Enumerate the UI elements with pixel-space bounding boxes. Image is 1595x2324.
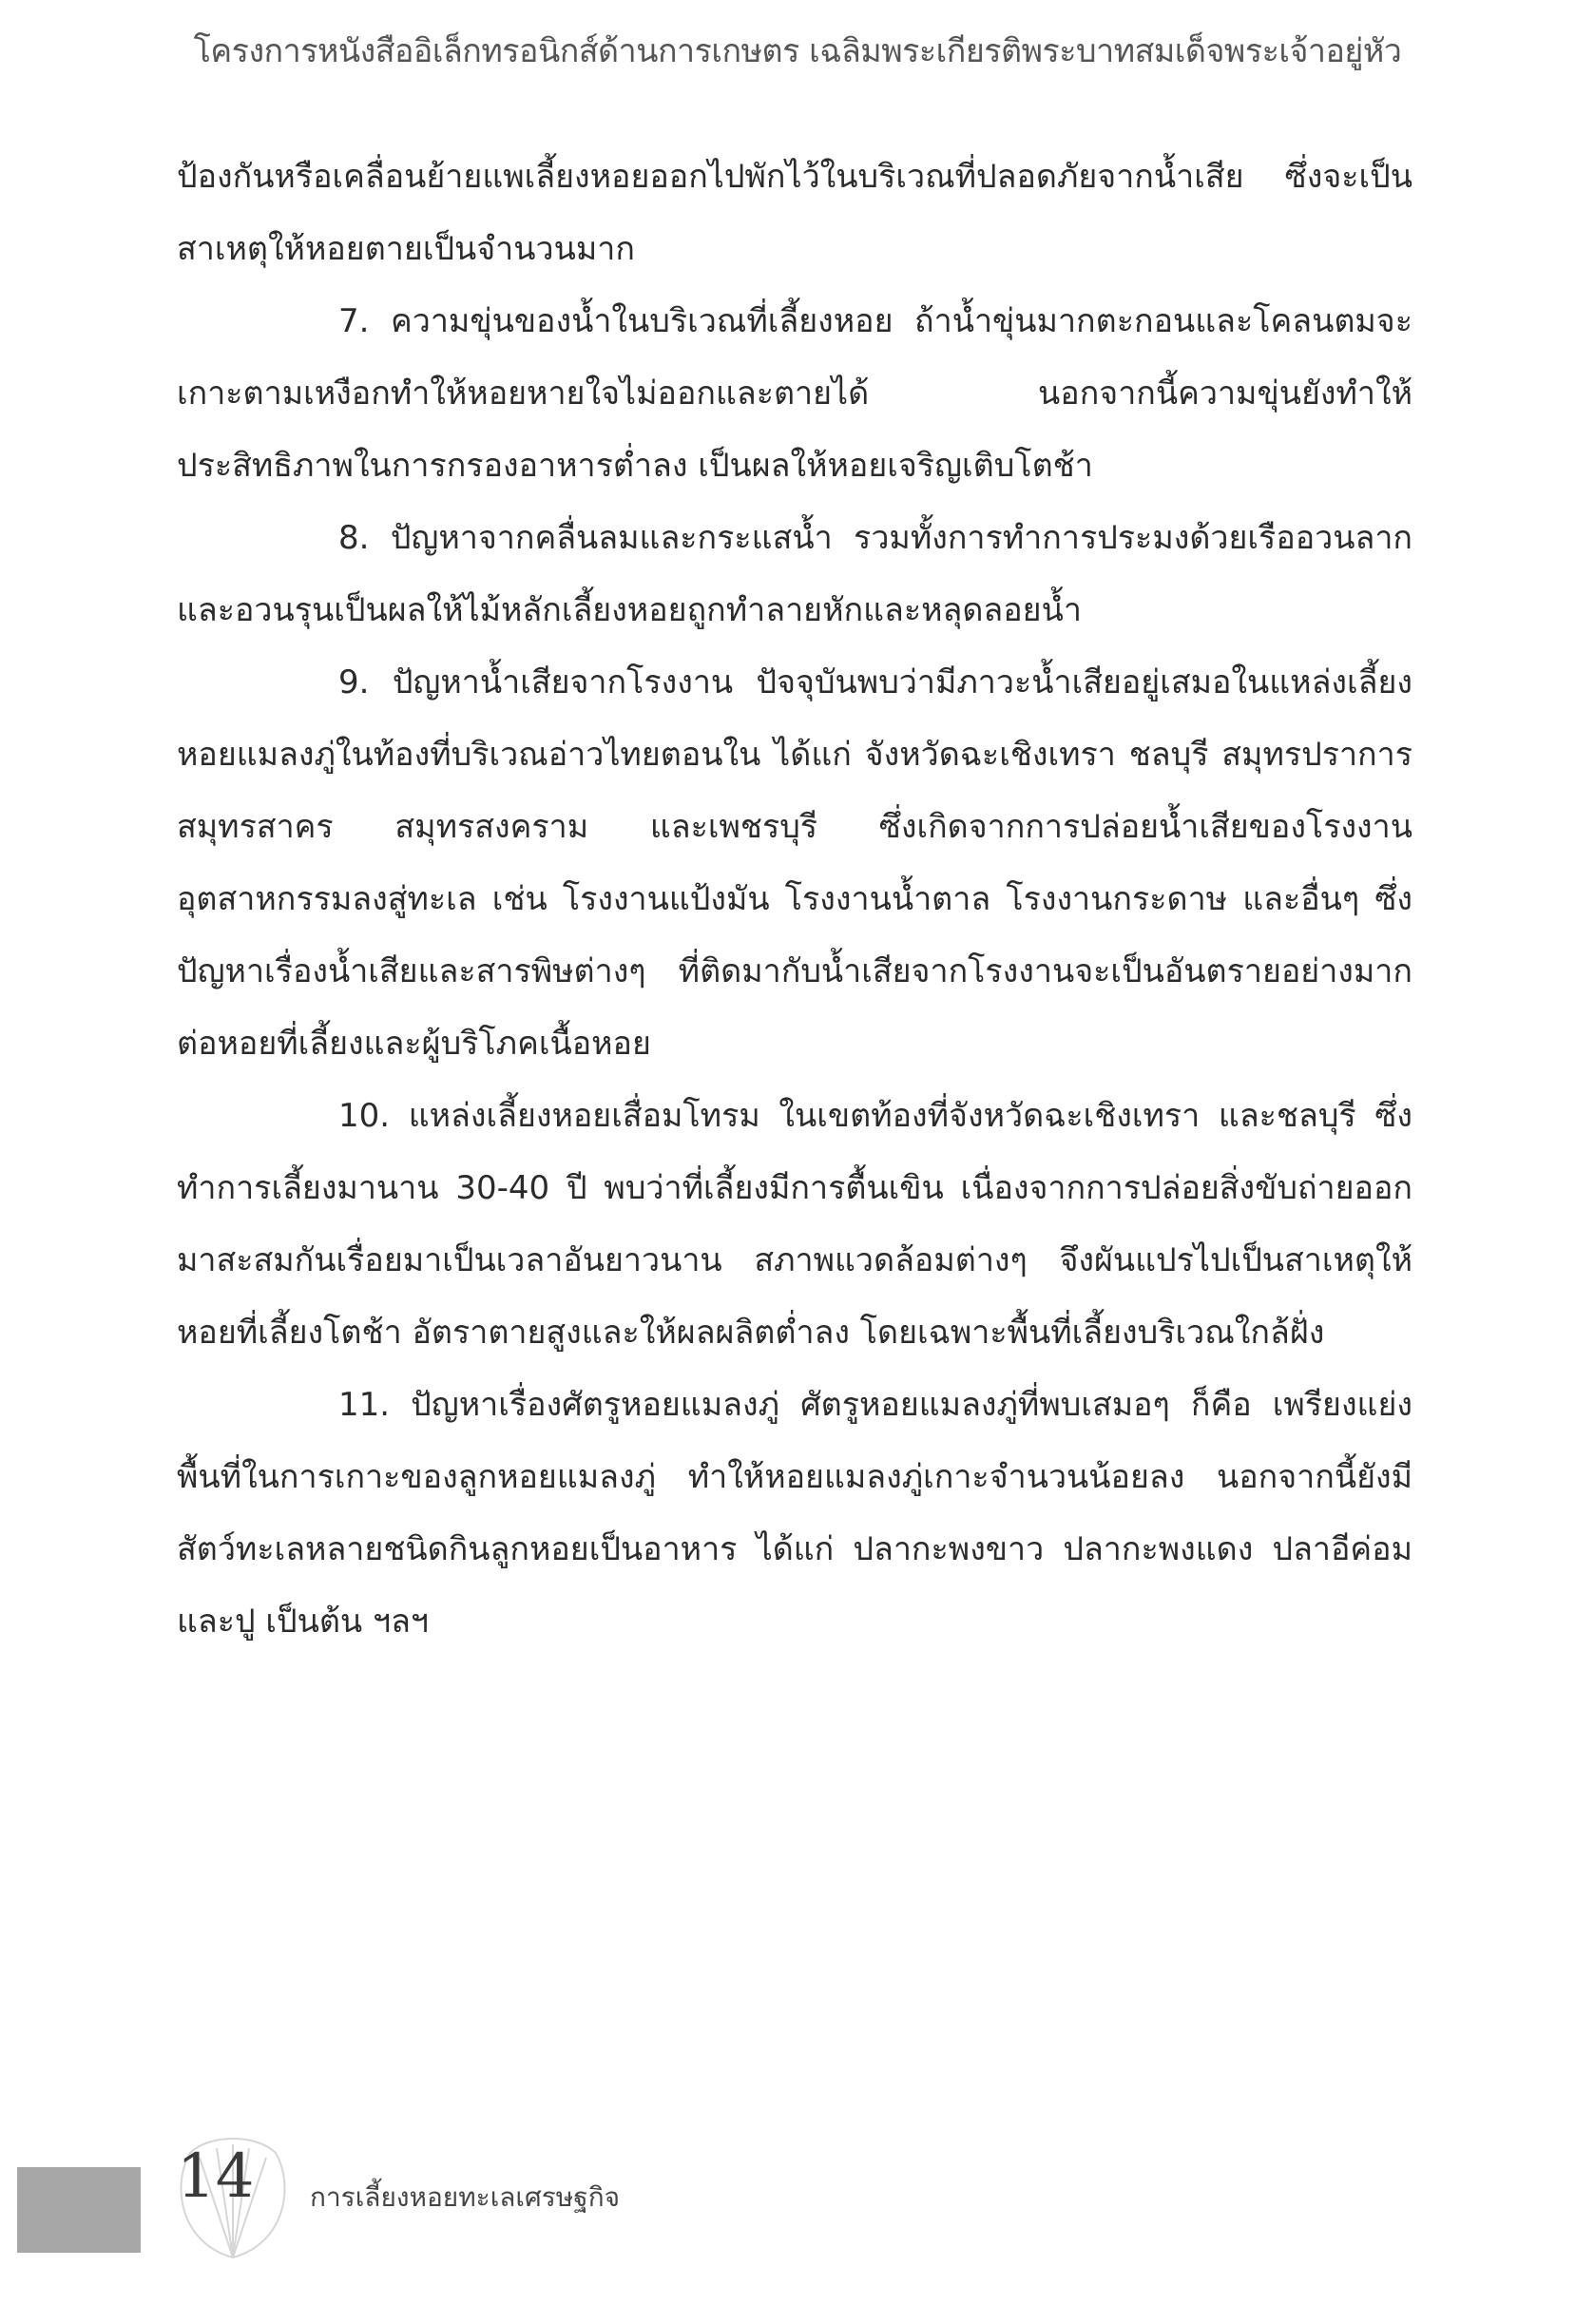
body-text (177, 141, 1412, 1658)
paragraph-item-9: 9. ปัญหาน้ำเสียจากโรงงาน ปัจจุบันพบว่ามีภาวะน้ำเสียอยู่เสมอในแหล่งเลี้ยงหอยแมลงภู่ในท้องที่บริเวณอ่าวไทยตอนใน ได้แก่ จังหวัดฉะเชิงเทรา ชลบุรี สมุทรปราการ สมุทรสาคร สมุทรสงคราม และเพชรบุรี ซึ่งเกิดจากการปล่อยน้ำเสียของโรงงานอุตสาหกรรมลงสู่ทะเล เช่น โรงงานแป้งมัน โรงงานน้ำตาล โรงงานกระดาษ และอื่นๆ ซึ่งปัญหาเรื่องน้ำเสียและสารพิษต่างๆ ที่ติดมากับน้ำเสียจากโรงงานจะเป็นอันตรายอย่างมากต่อหอยที่เลี้ยงและผู้บริโภคเนื้อหอย (177, 663, 1412, 1063)
paragraph-item-8: 8. ปัญหาจากคลื่นลมและกระแสน้ำ รวมทั้งการทำการประมงด้วยเรืออวนลากและอวนรุนเป็นผลให้ไม้หลักเลี้ยงหอยถูกทำลายหักและหลุดลอยน้ำ (177, 519, 1412, 629)
paragraph-item-10: 10. แหล่งเลี้ยงหอยเสื่อมโทรม ในเขตท้องที่จังหวัดฉะเชิงเทรา และชลบุรี ซึ่งทำการเลี้ยงมานาน 30-40 ปี พบว่าที่เลี้ยงมีการตื้นเขิน เนื่องจากการปล่อยสิ่งขับถ่ายออกมาสะสมกันเรื่อยมาเป็นเวลาอันยาวนาน สภาพแวดล้อมต่างๆ จึงผันแปรไปเป็นสาเหตุให้หอยที่เลี้ยงโตช้า อัตราตายสูงและให้ผลผลิตต่ำลง โดยเฉพาะพื้นที่เลี้ยงบริเวณใกล้ฝั่ง (177, 1097, 1412, 1352)
paragraph-item-7: 7. ความขุ่นของน้ำในบริเวณที่เลี้ยงหอย ถ้าน้ำขุ่นมากตะกอนและโคลนตมจะเกาะตามเหงือกทำให้หอยหายใจไม่ออกและตายได้ นอกจากนี้ความขุ่นยังทำให้ประสิทธิภาพในการกรองอาหารต่ำลง เป็นผลให้หอยเจริญเติบโตช้า (177, 302, 1412, 485)
paragraph-continuation: ป้องกันหรือเคลื่อนย้ายแพเลี้ยงหอยออกไปพักไว้ในบริเวณที่ปลอดภัยจากน้ำเสีย ซึ่งจะเป็นสาเหตุให้หอยตายเป็นจำนวนมาก (177, 158, 1412, 268)
book-title: การเลี้ยงหอยทะเลเศรษฐกิจ (310, 2181, 621, 2213)
footer-gray-tab (17, 2167, 141, 2253)
running-header: โครงการหนังสืออิเล็กทรอนิกส์ด้านการเกษตร เฉลิมพระเกียรติพระบาทสมเด็จพระเจ้าอยู่หัว (193, 32, 1402, 70)
page-number: 14 (177, 2142, 255, 2212)
paragraph-item-11: 11. ปัญหาเรื่องศัตรูหอยแมลงภู่ ศัตรูหอยแมลงภู่ที่พบเสมอๆ ก็คือ เพรียงแย่งพื้นที่ในการเกาะของลูกหอยแมลงภู่ ทำให้หอยแมลงภู่เกาะจำนวนน้อยลง นอกจากนี้ยังมีสัตว์ทะเลหลายชนิดกินลูกหอยเป็นอาหาร ได้แก่ ปลากะพงขาว ปลากะพงแดง ปลาอีค่อม และปู เป็นต้น ฯลฯ (177, 1386, 1412, 1641)
